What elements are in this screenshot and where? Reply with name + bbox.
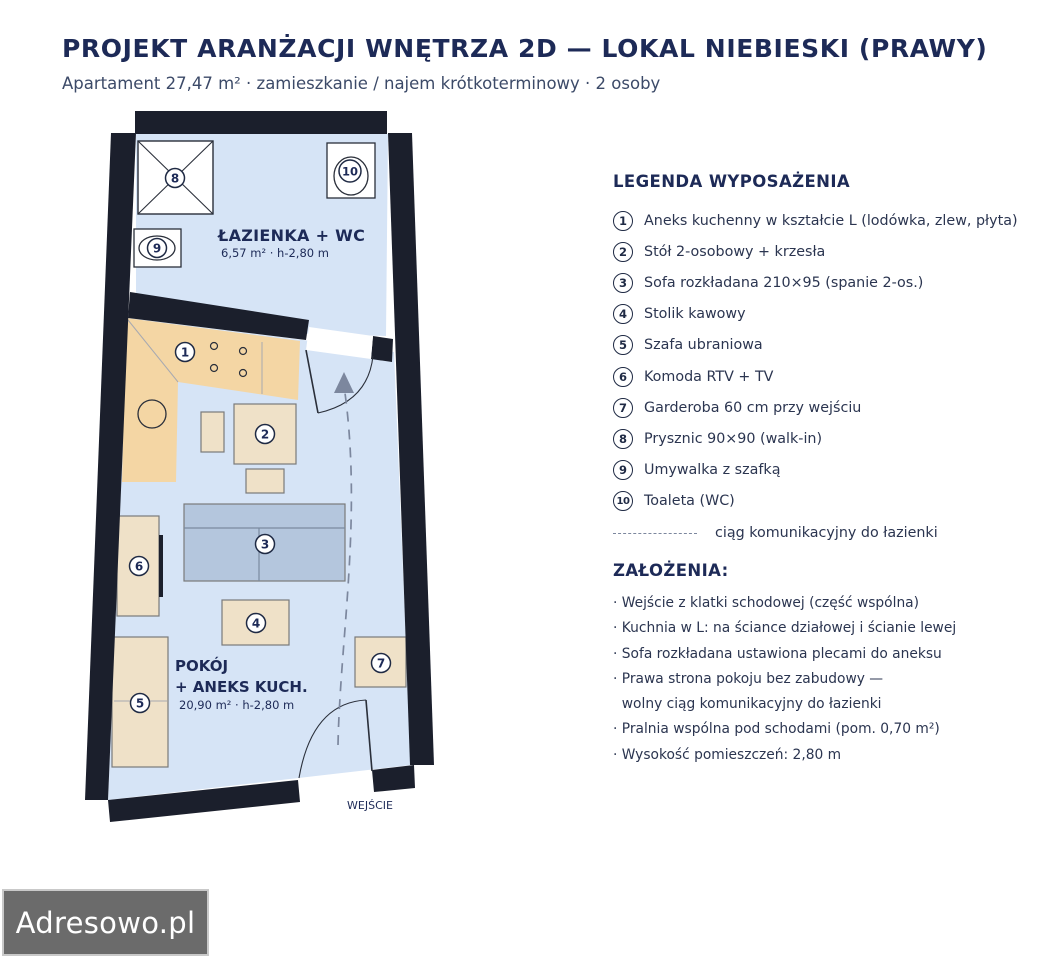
room-area: 20,90 m² · h-2,80 m <box>179 698 295 712</box>
assumption-item: · Kuchnia w L: na ściance działowej i ścianie lewej <box>613 620 957 637</box>
legend-label: Garderoba 60 cm przy wejściu <box>644 399 862 416</box>
assumptions-list <box>613 591 956 768</box>
legend-item <box>613 267 1018 298</box>
svg-text:2: 2 <box>260 427 270 442</box>
legend-number: 6 <box>613 367 633 387</box>
legend-label: Aneks kuchenny w kształcie L (lodówka, zlew, płyta) <box>644 212 1018 229</box>
legend-item <box>613 361 1018 392</box>
svg-text:3: 3 <box>260 537 270 552</box>
marker-3 <box>256 535 275 554</box>
svg-text:7: 7 <box>376 656 386 671</box>
legend-number: 7 <box>613 398 633 418</box>
legend-item <box>613 236 1018 267</box>
legend-list <box>613 205 1018 517</box>
tv <box>159 535 163 597</box>
assumption-item: · Wysokość pomieszczeń: 2,80 m <box>613 746 842 763</box>
legend-item <box>613 330 1018 361</box>
legend-item <box>613 392 1018 423</box>
legend-item <box>613 423 1018 454</box>
legend-number: 8 <box>613 429 633 449</box>
chair-left <box>201 412 224 452</box>
assumption-item: wolny ciąg komunikacyjny do łazienki <box>613 696 882 713</box>
page-title: PROJEKT ARANŻACJI WNĘTRZA 2D — LOKAL NIEBIESKI (PRAWY) <box>62 34 988 63</box>
legend-title: LEGENDA WYPOSAŻENIA <box>613 172 851 191</box>
legend-label: Sofa rozkładana 210×95 (spanie 2-os.) <box>644 274 924 291</box>
svg-text:1: 1 <box>180 345 190 360</box>
legend-path-label: ciąg komunikacyjny do łazienki <box>715 525 938 541</box>
legend-label: Stół 2-osobowy + krzesła <box>644 243 826 260</box>
bathroom-area: 6,57 m² · h-2,80 m <box>221 246 329 260</box>
legend-label: Prysznic 90×90 (walk-in) <box>644 430 823 447</box>
wall-bottom-right <box>372 765 415 792</box>
legend-number: 1 <box>613 211 633 231</box>
entrance-label: WEJŚCIE <box>347 799 393 812</box>
legend-number: 4 <box>613 304 633 324</box>
partition-wall-end <box>371 336 393 362</box>
marker-6 <box>130 557 149 576</box>
assumption-item: · Pralnia wspólna pod schodami (pom. 0,70 m²) <box>613 721 940 738</box>
room-name-line1: POKÓJ <box>175 657 229 675</box>
assumption-item: · Prawa strona pokoju bez zabudowy — <box>613 670 884 687</box>
marker-7 <box>372 654 391 673</box>
marker-4 <box>247 614 266 633</box>
legend-label: Umywalka z szafką <box>644 462 781 479</box>
marker-5 <box>131 694 150 713</box>
dashed-line-icon <box>613 533 697 534</box>
page-subtitle: Apartament 27,47 m² · zamieszkanie / najem krótkoterminowy · 2 osoby <box>62 74 661 93</box>
legend-label: Komoda RTV + TV <box>644 368 774 385</box>
wall-top <box>135 111 387 134</box>
legend-number: 10 <box>613 491 633 511</box>
legend-item <box>613 299 1018 330</box>
legend-number: 2 <box>613 242 633 262</box>
legend-number: 3 <box>613 273 633 293</box>
marker-9 <box>148 239 167 258</box>
svg-text:9: 9 <box>152 241 162 256</box>
svg-text:10: 10 <box>341 164 359 179</box>
marker-2 <box>256 425 275 444</box>
bathroom-name: ŁAZIENKA + WC <box>218 226 366 245</box>
svg-text:4: 4 <box>251 616 261 631</box>
legend-number: 5 <box>613 335 633 355</box>
assumptions-title: ZAŁOŻENIA: <box>613 561 729 580</box>
legend-item <box>613 486 1018 517</box>
legend-item <box>613 205 1018 236</box>
legend-number: 9 <box>613 460 633 480</box>
legend-label: Stolik kawowy <box>644 306 746 323</box>
legend-label: Toaleta (WC) <box>644 493 735 510</box>
svg-text:5: 5 <box>135 696 145 711</box>
marker-1 <box>176 343 195 362</box>
assumption-item: · Sofa rozkładana ustawiona plecami do aneksu <box>613 645 942 662</box>
marker-8 <box>166 169 185 188</box>
legend-label: Szafa ubraniowa <box>644 337 763 354</box>
room-name-line2: + ANEKS KUCH. <box>175 678 308 696</box>
svg-text:8: 8 <box>170 171 180 186</box>
legend-path-row <box>613 525 938 541</box>
marker-10 <box>339 160 361 182</box>
svg-text:6: 6 <box>134 559 144 574</box>
watermark-logo: Adresowo.pl <box>2 889 209 956</box>
chair-bottom <box>246 469 284 493</box>
assumption-item: · Wejście z klatki schodowej (część wspólna) <box>613 595 920 611</box>
legend-item <box>613 455 1018 486</box>
